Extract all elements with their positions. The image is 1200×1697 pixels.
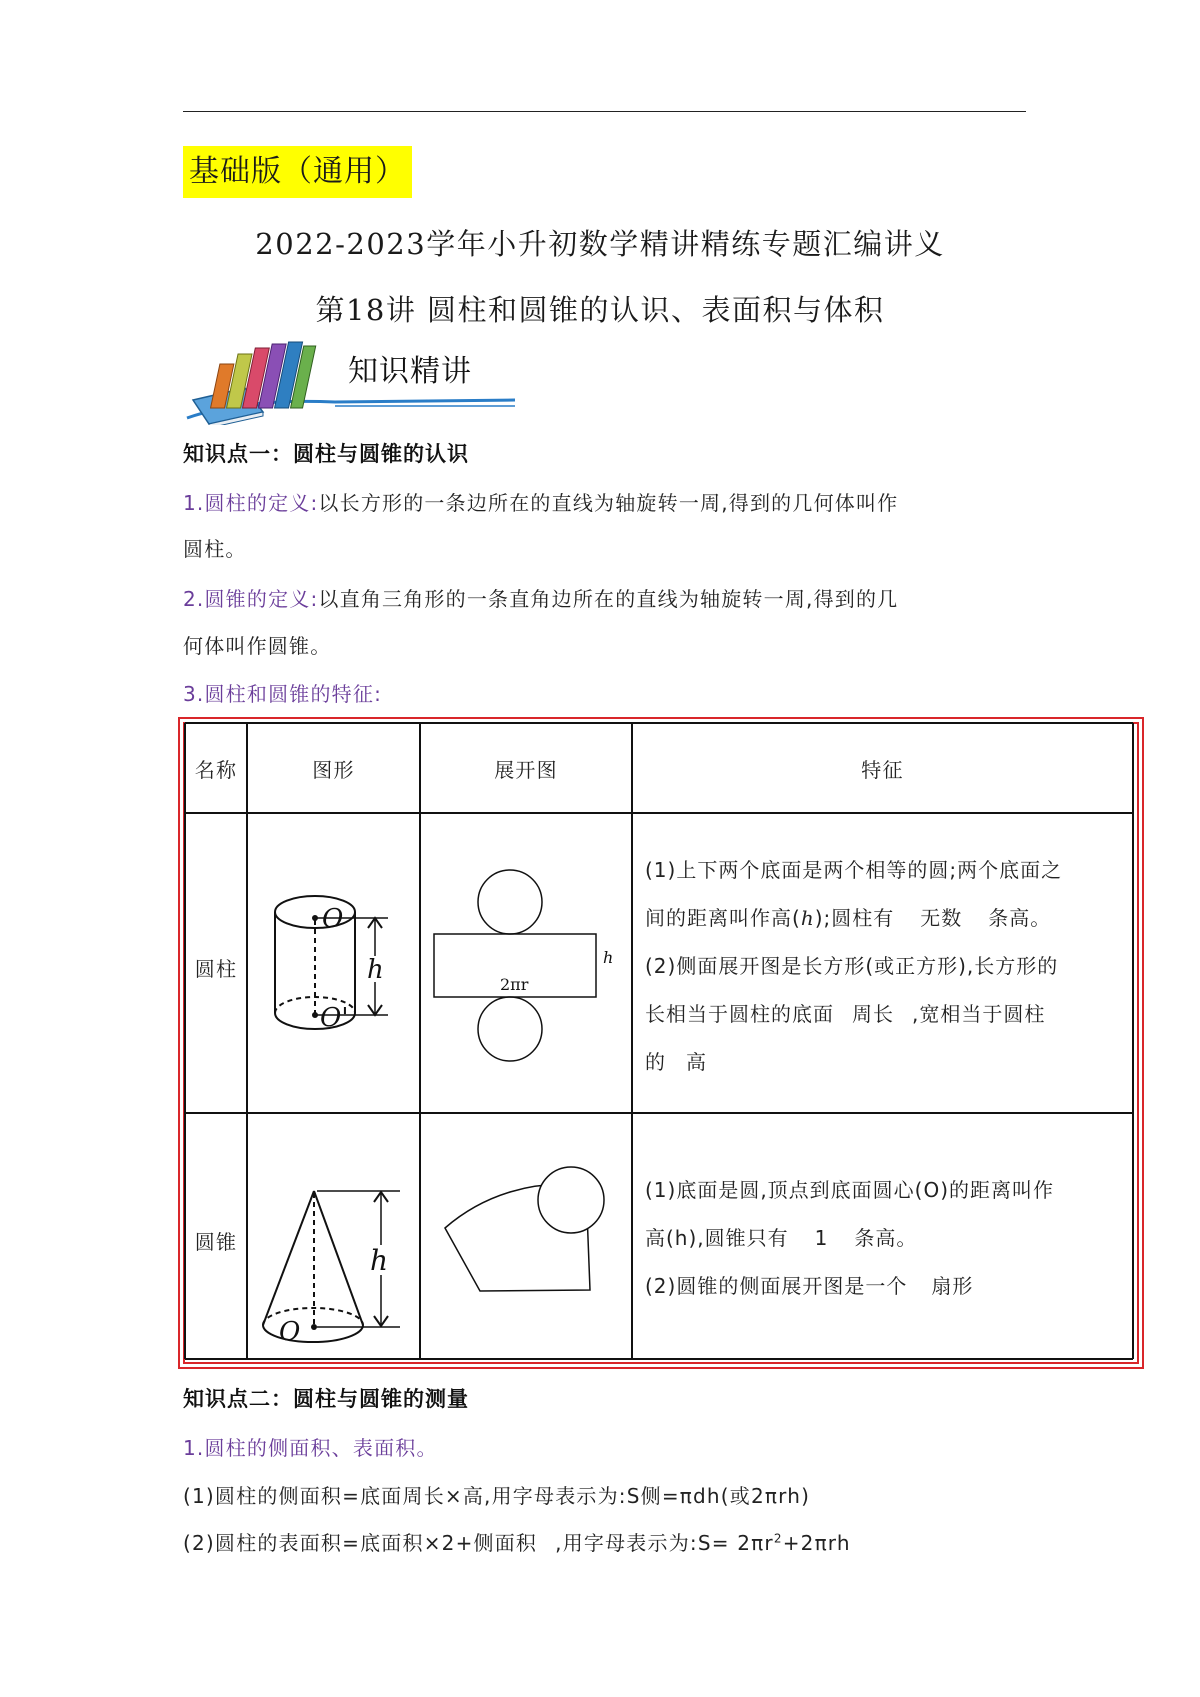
table-header-name: 名称 <box>194 758 238 782</box>
lateral-area-formula: (1)圆柱的侧面积=底面周长×高,用字母表示为:S侧=πdh(或2πrh) <box>183 1484 811 1508</box>
kp1-heading: 知识点一：圆柱与圆锥的认识 <box>183 442 469 466</box>
cylinder-feature-1: (1)上下两个底面是两个相等的圆;两个底面之 <box>645 858 1063 882</box>
cone-feature-2: 高(h),圆锥只有 1 条高。 <box>645 1226 918 1250</box>
section-label: 知识精讲 <box>348 354 472 389</box>
cone-blank-height-count: 1 <box>814 1226 829 1250</box>
cylinder-definition-text: 以长方形的一条边所在的直线为轴旋转一周,得到的几何体叫作 <box>318 491 899 515</box>
cylinder-features <box>645 846 1062 1086</box>
cone-blank-sector: 扇形 <box>931 1274 974 1298</box>
cylinder-name: 圆柱 <box>194 957 238 981</box>
cylinder-blank-height-count: 无数 <box>920 906 963 930</box>
cone-feature-3: (2)圆锥的侧面展开图是一个 扇形 <box>645 1274 974 1298</box>
cone-features <box>645 1166 1054 1310</box>
edition-badge: 基础版（通用） <box>183 146 412 198</box>
cylinder-feature-2: 间的距离叫作高(h);圆柱有 无数 条高。 <box>645 906 1052 930</box>
cylinder-feature-5: 的 高 <box>645 1050 707 1074</box>
cone-figure <box>255 1175 420 1350</box>
features-label: 3.圆柱和圆锥的特征: <box>183 682 383 706</box>
cylinder-net-height: h <box>603 948 614 967</box>
surface-area-formula: (2)圆柱的表面积=底面积×2+侧面积 ,用字母表示为:S= $2\pi r^2+2\pi rh$ <box>183 1531 851 1555</box>
table-header-net: 展开图 <box>494 758 558 782</box>
cylinder-net <box>430 860 630 1070</box>
cone-net <box>425 1160 630 1320</box>
cone-center-label: O <box>279 1317 301 1347</box>
cylinder-feature-3: (2)侧面展开图是长方形(或正方形),长方形的 <box>645 954 1059 978</box>
kp2-heading: 知识点二：圆柱与圆锥的测量 <box>183 1387 469 1411</box>
cylinder-definition-label: 1.圆柱的定义: <box>183 491 319 515</box>
cone-definition-label: 2.圆锥的定义: <box>183 587 319 611</box>
cone-definition-text: 以直角三角形的一条直角边所在的直线为轴旋转一周,得到的几 <box>318 587 899 611</box>
cylinder-height-label: h <box>367 955 384 985</box>
cylinder-blank-perimeter: 周长 <box>852 1002 894 1026</box>
cylinder-net-circumference: 2πr <box>500 975 529 994</box>
cylinder-center2-label: O' <box>320 1003 349 1033</box>
cone-definition-line2: 何体叫作圆锥。 <box>183 634 332 658</box>
cylinder-blank-height: 高 <box>686 1050 707 1074</box>
lecture-title: 第18讲 圆柱和圆锥的认识、表面积与体积 <box>315 293 885 327</box>
kp2-item1: 1.圆柱的侧面积、表面积。 <box>183 1436 438 1460</box>
table-header-features: 特征 <box>861 758 904 782</box>
cylinder-center-label: O <box>322 904 344 934</box>
cylinder-feature-4: 长相当于圆柱的底面 周长 ,宽相当于圆柱 <box>645 1002 1046 1026</box>
cylinder-figure <box>260 880 420 1060</box>
cone-height-label: h <box>370 1244 389 1277</box>
cone-name: 圆锥 <box>194 1230 238 1254</box>
table-header-figure: 图形 <box>312 758 355 782</box>
cylinder-definition-line2: 圆柱。 <box>183 537 247 561</box>
document-title: 2022-2023学年小升初数学精讲精练专题汇编讲义 <box>255 227 945 261</box>
cone-feature-1: (1)底面是圆,顶点到底面圆心(O)的距离叫作 <box>645 1178 1055 1202</box>
